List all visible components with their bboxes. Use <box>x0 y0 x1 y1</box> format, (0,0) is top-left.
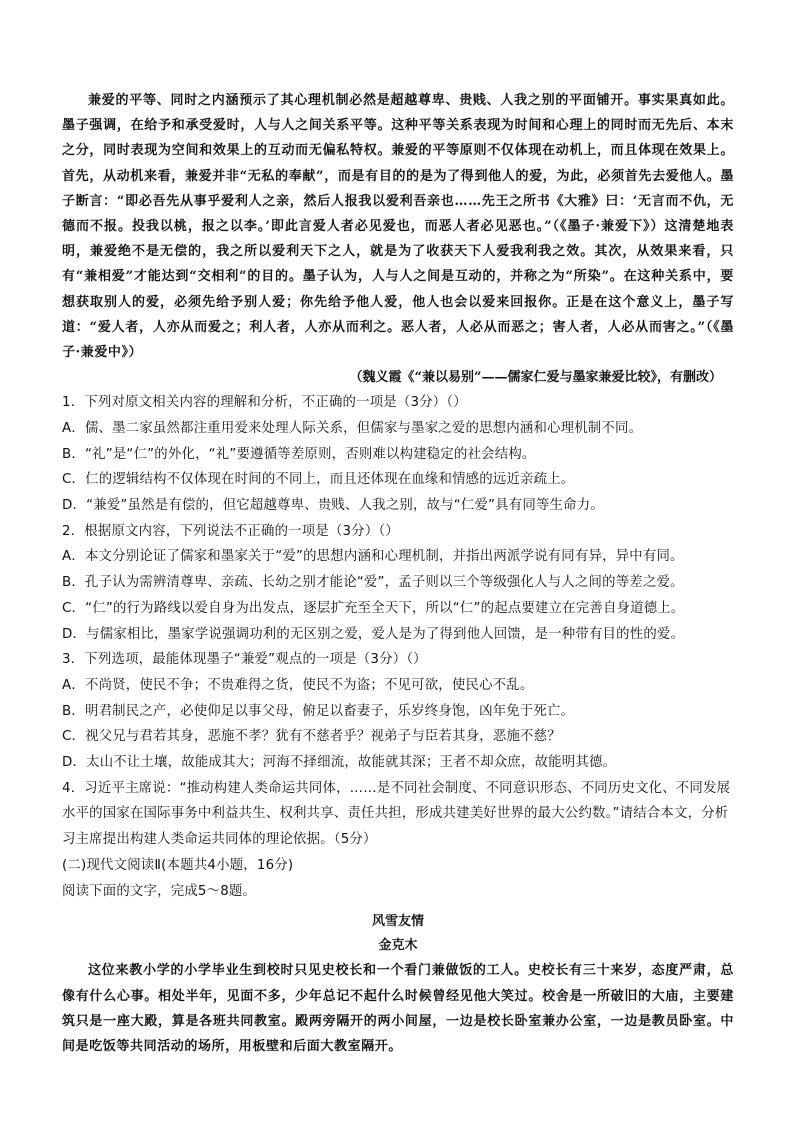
question-1-option-c: C．仁的逻辑结构不仅体现在时间的不同上，而且还体现在血缘和情感的远近亲疏上。 <box>62 472 575 488</box>
question-4-stem: 4．习近平主席说：“推动构建人类命运共同体，……是不同社会制度、不同意识形态、不同历史文化、不同发展水平的国家在国际事务中利益共生、权利共享、责任共担，形成共建美好世界的最大公约数。”请结合本文，分析习主席提出构建人类命运共同体的理论依据。（5分） <box>62 780 731 848</box>
question-1-option-a: A．儒、墨二家虽然都注重用爱来处理人际关系，但儒家与墨家之爱的思想内涵和心理机制不同。 <box>62 420 643 436</box>
question-3-option-a: A．不尚贤，使民不争；不贵难得之货，使民不为盗；不见可欲，使民心不乱。 <box>62 677 534 693</box>
passage-one-source: （魏义霞《“兼以易别”——儒家仁爱与墨家兼爱比较》，有删改） <box>349 370 722 386</box>
question-2-option-a: A．本文分别论证了儒家和墨家关于“爱”的思想内涵和心理机制，并指出两派学说有同有异，异中有同。 <box>62 549 684 565</box>
passage-one-paragraph: 兼爱的平等、同时之内涵预示了其心理机制必然是超越尊卑、贵贱、人我之别的平面铺开。事实果真如此。墨子强调，在给予和承受爱时，人与人之间关系平等。这种平等关系表现为时间和心理上的同时而无先后、本末之分，同时表现为空间和效果上的互动而无偏私特权。兼爱的平等原则不仅体现在动机上，而且体现在效果上。首先，从动机来看，兼爱并非“无私的奉献”，而是有目的的是为了得到他人的爱，为此，必须首先去爱他人。墨子断言：“即必吾先从事乎爱利人之亲，然后人报我以爱利吾亲也……先王之所书《大雅》曰：‘无言而不仇，无德而不报。投我以桃，报之以李。’即此言爱人者必见爱也，而恶人者必见恶也。”（《墨子·兼爱下》）这清楚地表明，兼爱绝不是无偿的，我之所以爱利天下之人，就是为了收获天下人爱我利我之效。其次，从效果来看，只有“兼相爱”才能达到“交相利”的目的。墨子认为，人与人之间是互动的，并称之为“所染”。在这种关系中，要想获取别人的爱，必须先给予别人爱；你先给予他人爱，他人也会以爱来回报你。正是在这个意义上，墨子写道：“爱人者，人亦从而爱之；利人者，人亦从而利之。恶人者，人必从而恶之；害人者，人必从而害之。”（《墨子·兼爱中》） <box>62 93 734 361</box>
question-3-option-b: B．明君制民之产，必使仰足以事父母，俯足以畜妻子，乐岁终身饱，凶年免于死亡。 <box>62 703 575 719</box>
question-2-stem: 2．根据原文内容，下列说法不正确的一项是（3分）（） <box>62 523 399 539</box>
question-list <box>62 390 734 904</box>
question-1-option-b: B．“礼”是“仁”的外化，“礼”要遵循等差原则，否则难以构建稳定的社会结构。 <box>62 446 536 462</box>
question-2-option-d: D．与儒家相比，墨家学说强调功利的无区别之爱，爱人是为了得到他人回馈，是一种带有目的性的爱。 <box>62 626 685 642</box>
question-2-option-c: C．“仁”的行为路线以爱自身为出发点，逐层扩充至全天下，所以“仁”的起点要建立在完善自身道德上。 <box>62 600 685 616</box>
question-1-stem: 1．下列对原文相关内容的理解和分析，不正确的一项是（3分）（） <box>62 395 467 411</box>
passage-two-author: 金克木 <box>378 938 418 954</box>
question-3-option-d: D．太山不让土壤，故能成其大；河海不择细流，故能就其深；王者不却众庶，故能明其德。 <box>62 755 617 771</box>
passage-two-title: 风雪友情 <box>371 914 424 930</box>
question-3-option-c: C．视父兄与君若其身，恶施不孝？犹有不慈者乎？视弟子与臣若其身，恶施不慈？ <box>62 729 561 745</box>
passage-two-paragraph: 这位来教小学的小学毕业生到校时只见史校长和一个看门兼做饭的工人。史校长有三十来岁，态度严肃，总像有什么心事。相处半年，见面不多，少年总记不起什么时候曾经见他大笑过。校舍是一所破旧的大庙，主要建筑只是一座大殿，算是各班共同教室。殿两旁隔开的两小间屋，一边是校长卧室兼办公室，一边是教员卧室。中间是吃饭等共同活动的场所，用板壁和后面大教室隔开。 <box>62 963 734 1054</box>
question-1-option-d: D．“兼爱”虽然是有偿的，但它超越尊卑、贵贱、人我之别，故与“仁爱”具有同等生命力。 <box>62 498 604 514</box>
reading-instruction: 阅读下面的文字，完成5～8题。 <box>62 883 257 899</box>
question-3-stem: 3．下列选项，最能体现墨子“兼爱”观点的一项是（3分）（） <box>62 652 427 668</box>
document-page <box>62 88 734 1059</box>
section-heading: (二)现代文阅读Ⅱ(本题共4小题，16分) <box>62 857 294 873</box>
question-2-option-b: B．孔子认为需辨清尊卑、亲疏、长幼之别才能论“爱”，孟子则以三个等级强化人与人之间的等差之爱。 <box>62 575 684 591</box>
